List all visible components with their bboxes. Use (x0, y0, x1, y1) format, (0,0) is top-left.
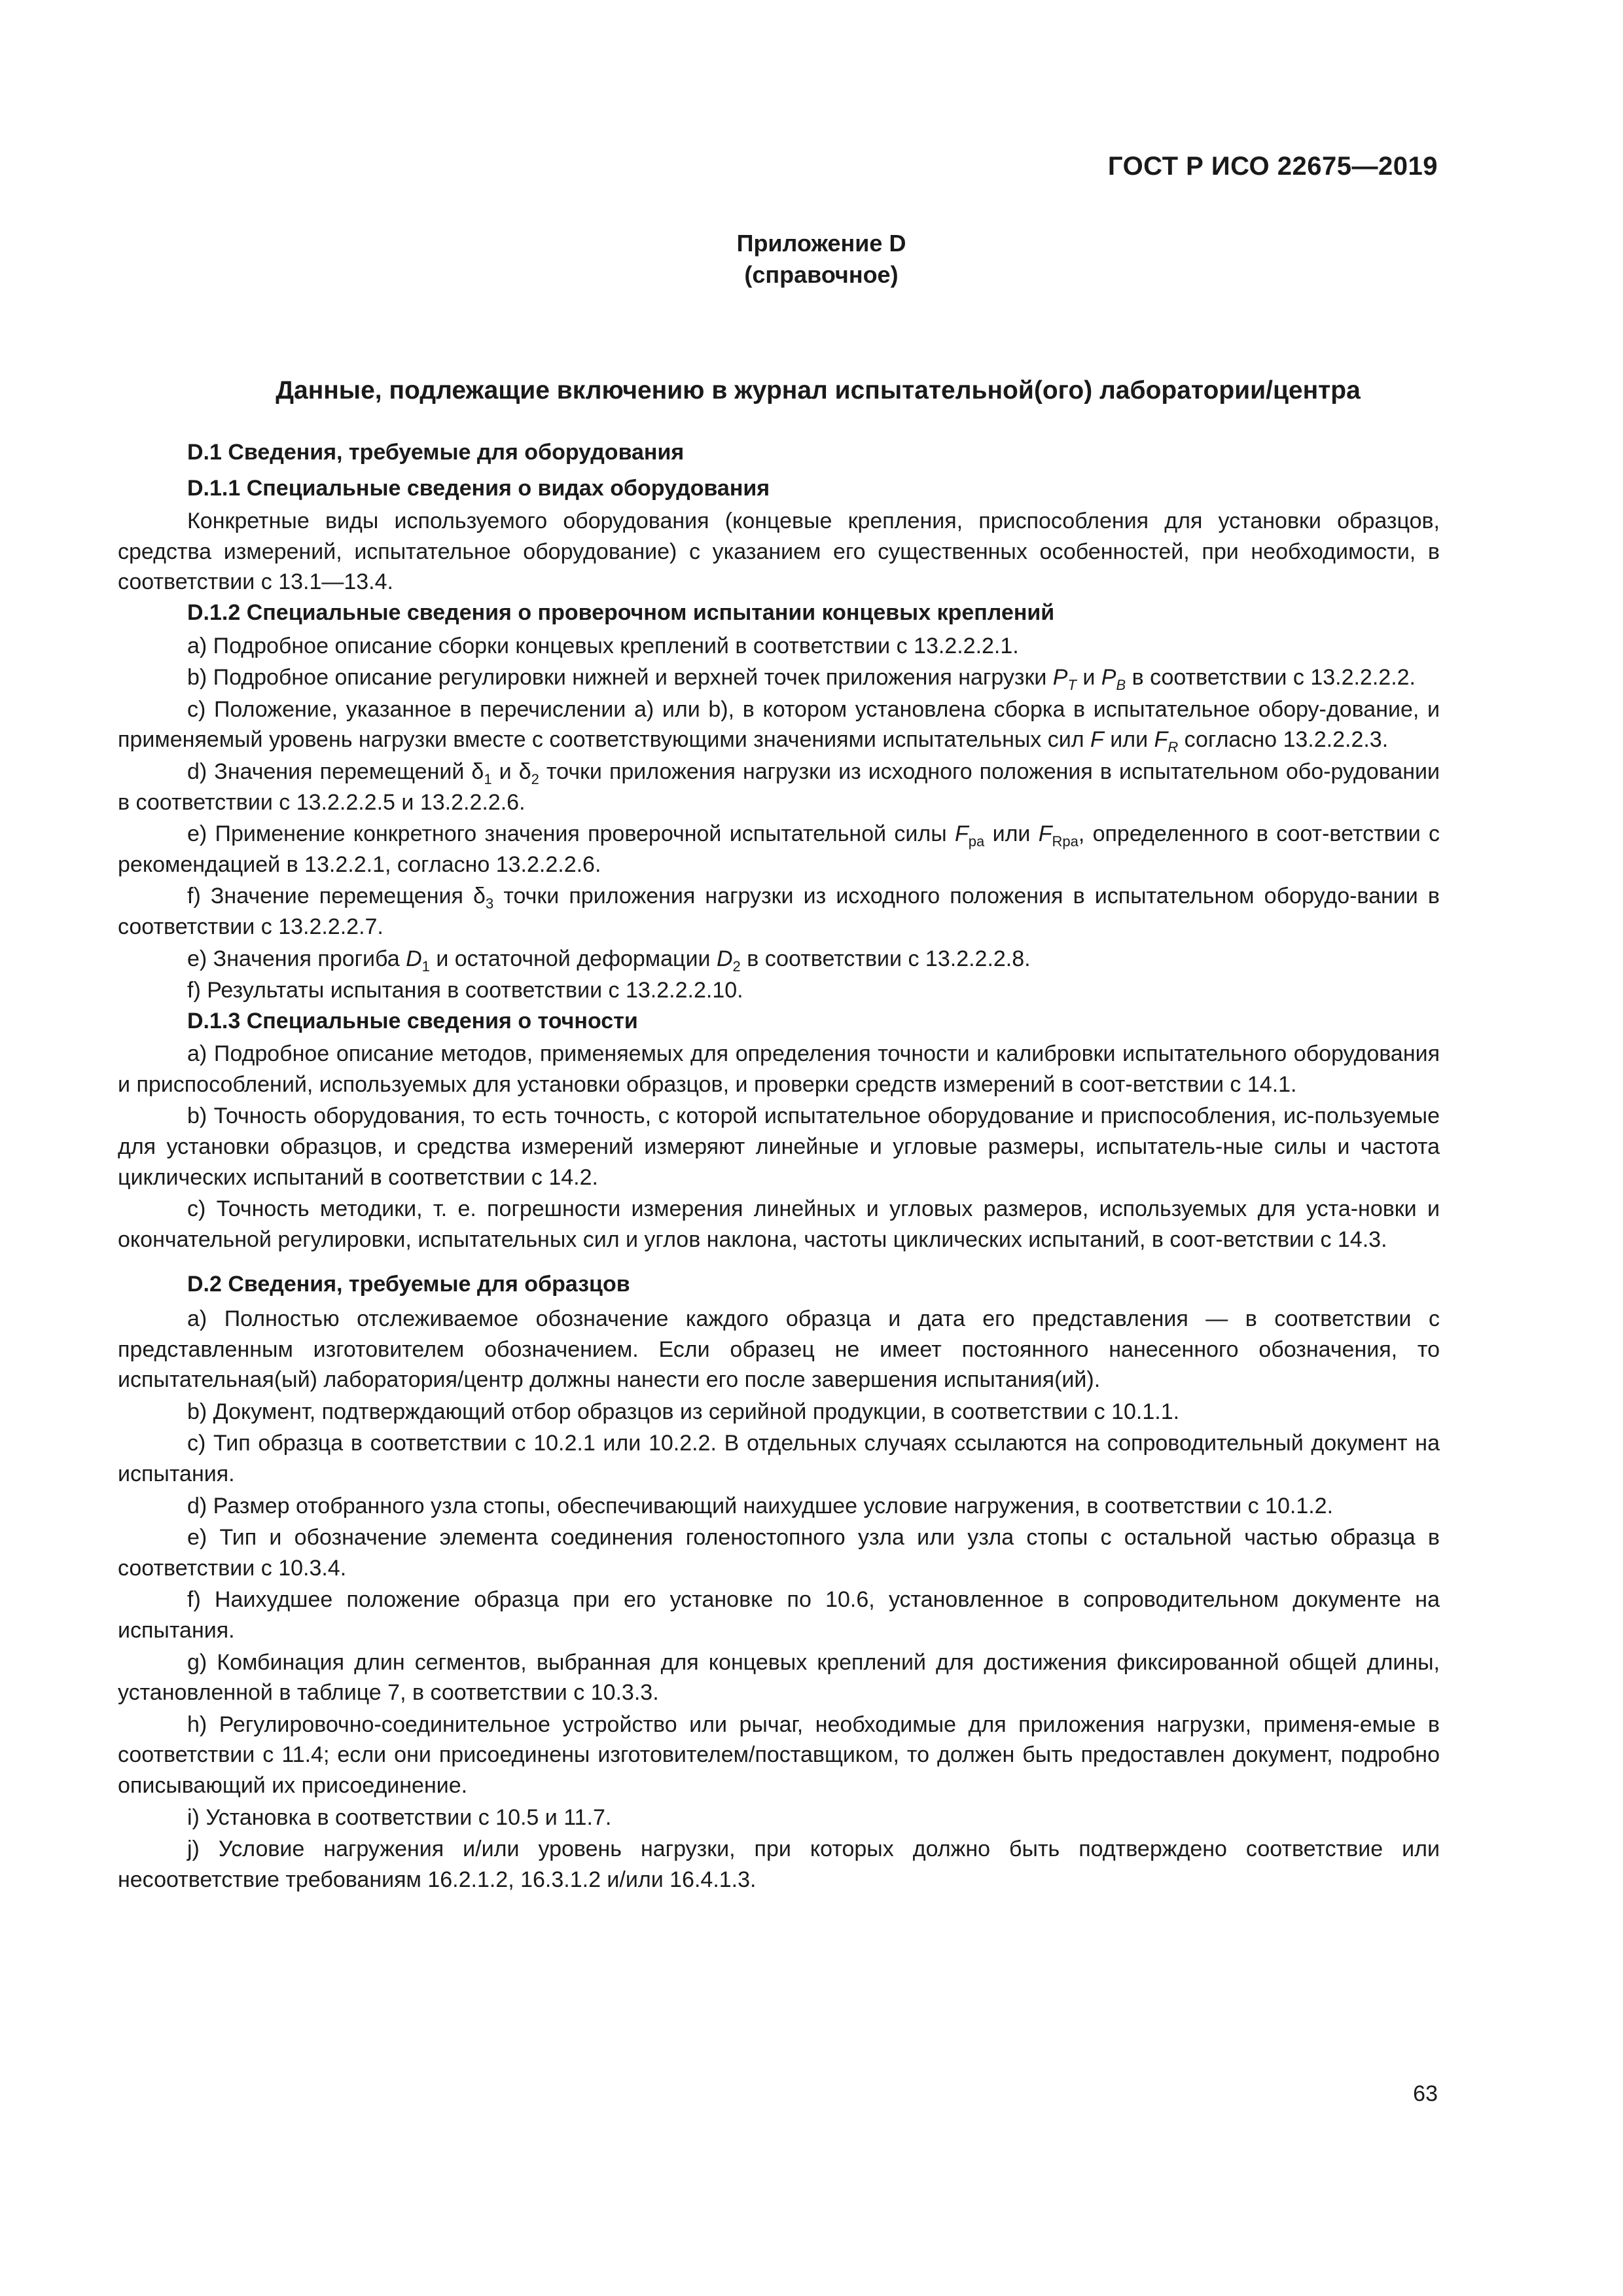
d2-item-i: i) Установка в соответствии с 10.5 и 11.7. (187, 1804, 612, 1830)
d2-item-g: g) Комбинация длин сегментов, выбранная для концевых креплений для достижения фиксированной общей длины, установленной в таблице 7, в соответствии с 10.3.3. (118, 1649, 1440, 1706)
d2-item-j: j) Условие нагружения и/или уровень нагрузки, при которых должно быть подтверждено соответствие или несоответствие требованиям 16.2.1.2, 16.3.1.2 и/или 16.4.1.3. (118, 1837, 1440, 1892)
d12-item-e: е) Применение конкретного значения проверочной испытательной силы $F_{pa}$ или $F_{Rpa}$, определенного в соот-ветствии с рекомендацией в 13.2.2.1, согласно 13.2.2.2.6. (118, 821, 1440, 877)
d2-item-e: е) Тип и обозначение элемента соединения голеностопного узла или узла стопы с остальной частью образца в соответствии с 10.3.4. (118, 1525, 1440, 1581)
d2-item-c: с) Тип образца в соответствии с 10.2.1 или 10.2.2. В отдельных случаях ссылаются на сопроводительный документ на испытания. (118, 1431, 1440, 1486)
d12-item-d: d) Значения перемещений $\delta_1$ и $\delta_2$ точки приложения нагрузки из исходного положения в испытательном обо-рудовании в соответствии с 13.2.2.2.5 и 13.2.2.2.6. (118, 759, 1440, 815)
d13-item-a: а) Подробное описание методов, применяемых для определения точности и калибровки испытательного оборудования и приспособлений, используемых для установки образцов, и проверки средств измерений в соот-ветствии с 14.1. (118, 1041, 1440, 1097)
appendix-label: Приложение D (736, 230, 906, 257)
document-title: Данные, подлежащие включению в журнал испытательной(ого) лаборатории/центра (276, 376, 1361, 404)
d12-item-c: с) Положение, указанное в перечислении а) или b), в котором установлена сборка в испытательное обору-дование, и применяемый уровень нагрузки вместе с соответствующими значениями испытательных сил F или $F_R$ согласно 13.2.2.2.3. (118, 696, 1440, 756)
standard-header: ГОСТ Р ИСО 22675—2019 (1107, 152, 1438, 181)
appendix-heading (0, 228, 1623, 291)
appendix-type: (справочное) (744, 261, 899, 288)
d2-item-f: f) Наихудшее положение образца при его установке по 10.6, установленное в сопроводительном документе на испытания. (118, 1587, 1440, 1643)
section-d11-text: Конкретные виды используемого оборудования (концевые крепления, приспособления для установки образцов, средства измерений, испытательное оборудование) с указанием его существенных особенностей, при необходимости, в соответствии с 13.1—13.4. (118, 509, 1440, 595)
d13-item-b: b) Точность оборудования, то есть точность, с которой испытательное оборудование и приспособления, ис-пользуемые для установки образцов, и средства измерений измеряют линейные и угловые размеры, испытатель-ные силы и частота циклических испытаний в соответствии с 14.2. (118, 1103, 1440, 1190)
section-d1-heading: D.1 Сведения, требуемые для оборудования (187, 440, 685, 465)
d2-item-h: h) Регулировочно-соединительное устройство или рычаг, необходимые для приложения нагрузки, применя-емые в соответствии с 11.4; если они присоединены изготовителем/поставщиком, то должен быть предоставлен документ, подробно описывающий их присоединение. (118, 1712, 1440, 1798)
d12-item-f2: f) Результаты испытания в соответствии с 13.2.2.2.10. (187, 978, 743, 1003)
d12-item-a: а) Подробное описание сборки концевых креплений в соответствии с 13.2.2.2.1. (187, 633, 1019, 658)
d12-item-f: f) Значение перемещения $\delta_3$ точки приложения нагрузки из исходного положения в испытательном оборудо-вании в соответствии с 13.2.2.2.7. (118, 884, 1440, 939)
section-d11-heading: D.1.1 Специальные сведения о видах оборудования (187, 475, 770, 501)
page-number: 63 (1413, 2081, 1438, 2106)
section-d13-heading: D.1.3 Специальные сведения о точности (187, 1008, 638, 1033)
d2-item-d: d) Размер отобранного узла стопы, обеспечивающий наихудшее условие нагружения, в соответствии с 10.1.2. (187, 1493, 1334, 1518)
d2-item-a: а) Полностью отслеживаемое обозначение каждого образца и дата его представления — в соответствии с представленным изготовителем обозначением. Если образец не имеет постоянного нанесенного обозначения, то испытательная(ый) лаборатория/центр должны нанести его после завершения испытания(ий). (118, 1306, 1440, 1393)
d12-item-b: b) Подробное описание регулировки нижней и верхней точек приложения нагрузки $P_T$ и $P_B$ в соответствии с 13.2.2.2.2. (187, 665, 1416, 694)
d12-item-e2: е) Значения прогиба $D_1$ и остаточной деформации $D_2$ в соответствии с 13.2.2.2.8. (187, 946, 1031, 975)
d13-item-c: с) Точность методики, т. е. погрешности измерения линейных и угловых размеров, используемых для уста-новки и окончательной регулировки, испытательных сил и углов наклона, частоты циклических испытаний, в соот-ветствии с 14.3. (118, 1196, 1440, 1252)
section-d12-heading: D.1.2 Специальные сведения о проверочном испытании концевых креплений (187, 600, 1055, 625)
d2-item-b: b) Документ, подтверждающий отбор образцов из серийной продукции, в соответствии с 10.1.1. (187, 1399, 1180, 1424)
section-d2-heading: D.2 Сведения, требуемые для образцов (187, 1272, 630, 1297)
document-body (118, 437, 1440, 1895)
